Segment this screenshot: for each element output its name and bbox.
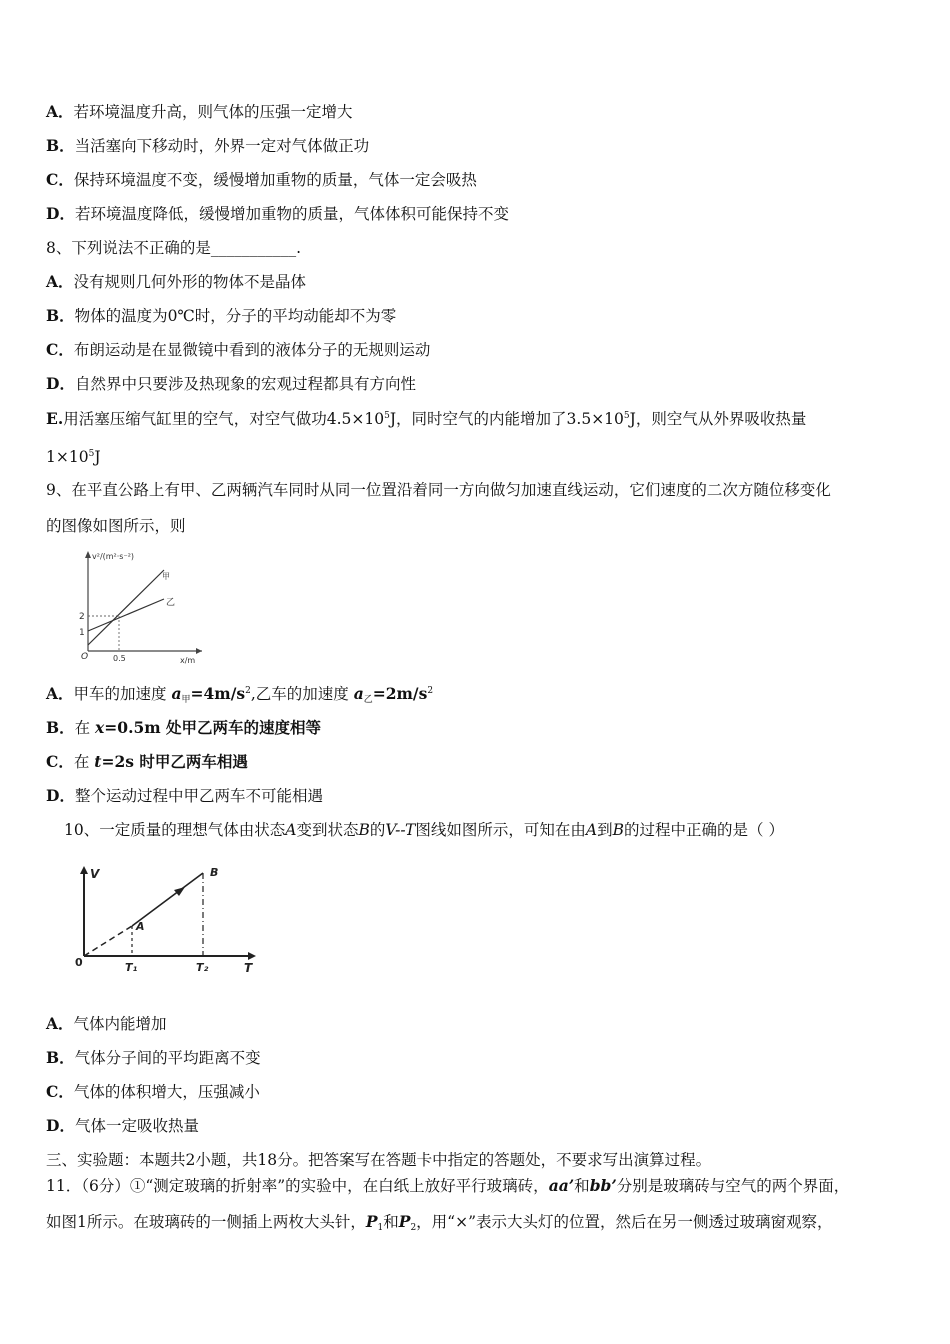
math-symbol: t: [94, 752, 102, 771]
option-text: 整个运动过程中甲乙两车不可能相遇: [74, 787, 323, 805]
text-run: ，用“×”表示大头灯的位置，然后在另一侧透过玻璃窗观察，: [416, 1213, 833, 1231]
section-3-heading: 三、实验题：本题共2小题，共18分。把答案写在答题卡中指定的答题处，不要求写出演算过程。: [46, 1151, 712, 1169]
option-text: 没有规则几何外形的物体不是晶体: [73, 273, 307, 291]
q9-graph: [72, 545, 212, 665]
math-symbol: P: [398, 1212, 411, 1231]
exponent: 5: [88, 449, 95, 459]
text-run: J，同时空气的内能增加了3.5×10: [389, 410, 624, 428]
text-run: 变到状态: [296, 821, 359, 839]
q7-option-d: [46, 204, 509, 224]
q8-option-c: [46, 340, 430, 360]
text-run: 甲车的加速度: [73, 685, 172, 703]
q9-stem-line2: 的图像如图所示，则: [46, 517, 186, 535]
option-text: 自然界中只要涉及热现象的宏观过程都具有方向性: [74, 375, 416, 393]
text-run: ,乙车的加速度: [250, 685, 354, 703]
option-label: C．: [46, 1082, 74, 1101]
option-text: 若环境温度降低，缓慢增加重物的质量，气体体积可能保持不变: [74, 205, 509, 223]
x-arrow: [196, 648, 202, 654]
text-run: 如图1所示。在玻璃砖的一侧插上两枚大头针，: [46, 1213, 366, 1231]
q9-stem-line1: 9、在平直公路上有甲、乙两辆汽车同时从同一位置沿着同一方向做匀加速直线运动，它们速度的二次方随位移变化: [46, 481, 831, 499]
text-run: 用活塞压缩气缸里的空气，对空气做功4.5×10: [63, 410, 385, 428]
q11-line1: [46, 1176, 849, 1196]
option-label: E.: [46, 409, 64, 428]
y-arrow: [85, 551, 91, 558]
line-yi: [88, 599, 164, 631]
q8-option-d: [46, 374, 416, 394]
option-text: 气体内能增加: [73, 1015, 167, 1033]
origin-label: 0: [75, 956, 83, 969]
q8-option-a: [46, 272, 306, 292]
option-label: D．: [46, 786, 75, 805]
text-run: J，则空气从外界吸收热量: [629, 410, 807, 428]
math-symbol: P: [365, 1212, 378, 1231]
q10-graph: [70, 860, 265, 980]
math-symbol: a: [353, 684, 364, 703]
text-run: 和: [383, 1213, 399, 1231]
point-a-label: A: [136, 920, 145, 933]
subscript: 乙: [363, 695, 373, 705]
q8-option-e: [46, 409, 806, 429]
option-label: C．: [46, 752, 74, 771]
exponent: 2: [427, 686, 434, 696]
text-run: 和: [574, 1177, 590, 1195]
option-label: D．: [46, 204, 75, 223]
option-text: 保持环境温度不变，缓慢增加重物的质量，气体一定会吸热: [73, 171, 477, 189]
q10-stem: [64, 820, 784, 840]
exponent: 5: [384, 411, 390, 421]
origin-label: O: [81, 652, 89, 662]
option-text: 若环境温度升高，则气体的压强一定增大: [73, 103, 353, 121]
q10-option-a: [46, 1014, 167, 1034]
label-yi: 乙: [166, 598, 176, 608]
math-symbol: bb’: [589, 1176, 617, 1195]
q9-option-b: [46, 718, 321, 738]
exponent: 2: [245, 686, 251, 696]
t-arrow: [248, 952, 256, 960]
q7-option-b: [46, 136, 369, 156]
option-label: B．: [46, 136, 75, 155]
text-run: =4m/s: [190, 684, 246, 703]
subscript: 1: [377, 1223, 384, 1233]
subscript: 2: [410, 1223, 417, 1233]
tick-x-05: 0.5: [113, 654, 126, 663]
q7-option-c: [46, 170, 477, 190]
state-b: B: [612, 821, 625, 839]
text-run: =2m/s: [372, 684, 428, 703]
vt-label: V--T: [385, 821, 416, 839]
q8-option-b: [46, 306, 396, 326]
option-label: C．: [46, 170, 74, 189]
x-axis-label: x/m: [180, 656, 196, 665]
q9-option-c: [46, 752, 248, 772]
v-arrow: [80, 866, 88, 874]
text-run: 11．（6分）①“测定玻璃的折射率”的实验中，在白纸上放好平行玻璃砖，: [46, 1177, 549, 1195]
text-run: 在: [74, 719, 96, 737]
tick-y-2: 2: [79, 612, 85, 622]
option-text: 气体分子间的平均距离不变: [74, 1049, 261, 1067]
text-run: 的过程中正确的是（ ）: [624, 821, 784, 839]
q10-option-c: [46, 1082, 260, 1102]
option-label: D．: [46, 1116, 75, 1135]
q8-stem: 8、下列说法不正确的是___________.: [46, 239, 302, 257]
text-run: 的: [369, 821, 386, 839]
text-run: =2s 时甲乙两车相遇: [101, 752, 248, 771]
math-symbol: aa’: [548, 1176, 575, 1195]
v-label: V: [90, 867, 100, 881]
exponent: 5: [623, 411, 630, 421]
t-label: T: [244, 961, 253, 975]
t2-label: T₂: [196, 961, 209, 974]
q10-option-d: [46, 1116, 199, 1136]
process-arrow: [174, 887, 185, 896]
text-run: =0.5m 处甲乙两车的速度相等: [104, 718, 322, 737]
option-label: B．: [46, 718, 75, 737]
option-label: A．: [46, 684, 74, 703]
option-label: A．: [46, 1014, 74, 1033]
line-jia: [88, 570, 164, 645]
option-label: D．: [46, 374, 75, 393]
state-b: B: [358, 821, 370, 839]
text-run: J: [94, 448, 101, 466]
dashed-extension: [84, 926, 132, 956]
q10-option-b: [46, 1048, 261, 1068]
q9-option-d: [46, 786, 323, 806]
option-label: A．: [46, 272, 74, 291]
text-run: 到: [597, 821, 613, 839]
option-text: 物体的温度为0℃时，分子的平均动能却不为零: [74, 307, 397, 325]
q11-line2: [46, 1212, 833, 1232]
option-text: 气体的体积增大，压强减小: [73, 1083, 260, 1101]
math-symbol: x: [95, 718, 105, 737]
t1-label: T₁: [125, 961, 138, 974]
text-run: 图线如图所示，可知在由: [415, 821, 586, 839]
y-axis-label: v²/(m²·s⁻²): [92, 552, 135, 561]
option-label: B．: [46, 1048, 75, 1067]
math-symbol: a: [171, 684, 182, 703]
subscript: 甲: [181, 695, 191, 705]
text-run: 1×10: [46, 448, 89, 466]
text-run: 分别是玻璃砖与空气的两个界面，: [616, 1177, 850, 1195]
point-b-label: B: [210, 866, 219, 879]
text-run: 10、一定质量的理想气体由状态: [64, 821, 286, 839]
option-label: A．: [46, 102, 74, 121]
option-label: B．: [46, 306, 75, 325]
state-a: A: [285, 821, 297, 839]
text-run: 在: [73, 753, 95, 771]
label-jia: 甲: [162, 572, 170, 581]
process-line: [132, 873, 203, 926]
tick-y-1: 1: [79, 628, 85, 638]
option-text: 气体一定吸收热量: [74, 1117, 199, 1135]
option-label: C．: [46, 340, 74, 359]
option-text: 布朗运动是在显微镜中看到的液体分子的无规则运动: [73, 341, 431, 359]
q9-option-a: [46, 684, 433, 704]
q7-option-a: [46, 102, 353, 122]
option-text: 当活塞向下移动时，外界一定对气体做正功: [74, 137, 370, 155]
state-a: A: [585, 821, 598, 839]
q8-option-e-cont: [46, 447, 101, 467]
